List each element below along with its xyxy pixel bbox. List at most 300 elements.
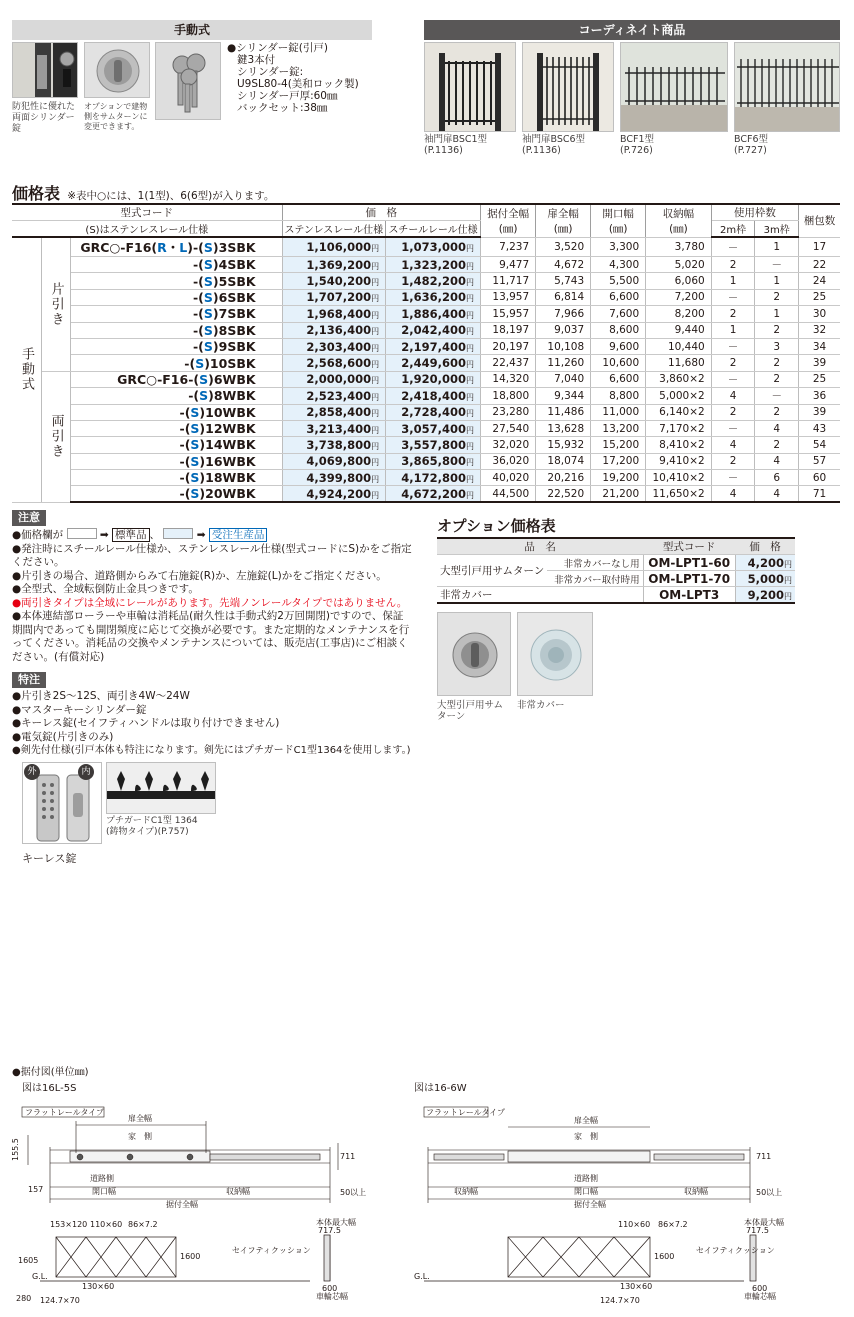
- legend-line: ●価格欄が ➡ 標準品 、 ➡ 受注生産品: [12, 528, 412, 543]
- price-value: 2,136,400: [306, 323, 372, 338]
- open-width: 11,000: [591, 404, 646, 420]
- arrow-icon: ➡: [99, 529, 109, 541]
- door-width: 15,932: [536, 437, 591, 453]
- door-width: 11,486: [536, 404, 591, 420]
- yen-unit: 円: [371, 310, 380, 320]
- table-row: [12, 470, 840, 486]
- frame-2m: 2: [711, 355, 755, 371]
- coord-photo-bcf6[interactable]: [734, 42, 840, 132]
- yen-unit: 円: [371, 261, 380, 271]
- door-width: 22,520: [536, 486, 591, 503]
- header-model-sub: (S)はステンレスレール仕様: [12, 221, 282, 238]
- price-value: 1,540,200: [306, 274, 372, 289]
- guard-photo: [106, 762, 216, 814]
- price-table-title: 価格表: [12, 184, 61, 203]
- header-unit: (㎜): [498, 222, 518, 235]
- yen-unit: 円: [466, 327, 475, 337]
- frame-3m: 1: [755, 306, 799, 322]
- model-code: -(S)9SBK: [71, 338, 282, 354]
- steel-price: [386, 486, 481, 503]
- frame-3m: 2: [755, 371, 799, 387]
- price-value: 2,042,400: [401, 323, 467, 338]
- group-manual: 手動式: [12, 237, 41, 502]
- steel-price: [386, 338, 481, 354]
- yen-unit: 円: [371, 244, 380, 253]
- stainless-price: [282, 371, 386, 387]
- install-width: 11,717: [481, 273, 536, 289]
- store-width: 5,020: [646, 257, 712, 273]
- open-width: 21,200: [591, 486, 646, 503]
- header-unit: (㎜): [608, 222, 628, 235]
- price-value: 3,557,800: [401, 437, 467, 452]
- emergency-cover-image: [518, 613, 593, 696]
- frame-2m: －: [711, 420, 755, 436]
- install-width: 15,957: [481, 306, 536, 322]
- frame-3m: －: [755, 388, 799, 404]
- header-stainless: ステンレスレール仕様: [282, 221, 386, 238]
- table-row: [12, 388, 840, 404]
- table-row: [12, 371, 840, 387]
- open-width: 10,600: [591, 355, 646, 371]
- dim-110: 110×60: [618, 1220, 651, 1229]
- store-width: 3,860×2: [646, 371, 712, 387]
- stainless-price: [282, 404, 386, 420]
- store-width: 11,680: [646, 355, 712, 371]
- price-value: 1,920,000: [401, 372, 467, 387]
- table-row: [12, 306, 840, 322]
- store-width: 3,780: [646, 237, 712, 257]
- dim-600: 600: [322, 1284, 338, 1293]
- price-value: 3,738,800: [306, 437, 372, 452]
- yen-unit: 円: [466, 458, 475, 468]
- install-width: 23,280: [481, 404, 536, 420]
- dim-1605: 1605: [18, 1256, 39, 1265]
- open-width: 3,300: [591, 237, 646, 257]
- door-width: 13,628: [536, 420, 591, 436]
- guard-caption: [106, 816, 198, 838]
- coord-photo-bcf1[interactable]: [620, 42, 728, 132]
- install-diagram-right: [414, 1095, 844, 1310]
- dim-door-width: 扉全幅: [128, 1114, 152, 1123]
- lock-photo: [12, 42, 78, 98]
- door-width: 9,037: [536, 322, 591, 338]
- dim-install-width: 据付全幅: [574, 1200, 606, 1209]
- special-line: ●電気錠(片引きのみ): [12, 730, 114, 743]
- opt-cover-photo: [517, 612, 593, 696]
- stainless-price: [282, 237, 386, 257]
- dim-153: 153×120: [50, 1220, 88, 1229]
- note-line: ●発注時にスチールレール仕様か、ステンレスレール仕様(型式コードにS)かをご指定ください。: [12, 542, 412, 568]
- frame-2m: 2: [711, 306, 755, 322]
- guard-caption-line: プチガードC1型 1364: [106, 816, 198, 826]
- dim-155: 155.5: [11, 1138, 20, 1161]
- model-code: -(S)16WBK: [71, 453, 282, 469]
- price-table-note: ※表中○には、1(1型)、6(6型)が入ります。: [67, 190, 275, 202]
- options-title: オプション価格表: [437, 517, 556, 535]
- package-count: 34: [799, 338, 840, 354]
- table-row: [12, 273, 840, 289]
- price-value: 1,369,200: [306, 257, 372, 272]
- stainless-price: [282, 420, 386, 436]
- special-line: ●マスターキーシリンダー錠: [12, 703, 147, 716]
- model-code: -(S)14WBK: [71, 437, 282, 453]
- thumbturn-photo: [84, 42, 150, 98]
- legend-prefix: ●価格欄が: [12, 529, 64, 541]
- open-width: 15,200: [591, 437, 646, 453]
- dim-road-side: 道路側: [90, 1174, 114, 1183]
- yen-unit: 円: [371, 474, 380, 484]
- package-count: 24: [799, 273, 840, 289]
- coord-name: 袖門扉BSC1型: [424, 134, 488, 145]
- opt-header-code: 型式コード: [643, 538, 735, 555]
- install-title: ●据付図(単位㎜): [12, 1067, 89, 1078]
- coord-page[interactable]: (P.1136): [424, 145, 463, 156]
- frame-3m: 2: [755, 289, 799, 305]
- table-row: [12, 338, 840, 354]
- steel-price: [386, 355, 481, 371]
- coord-caption-bcf1: [620, 134, 714, 156]
- stainless-price: [282, 306, 386, 322]
- dim-86: 86×7.2: [658, 1220, 688, 1229]
- model-code: -(S)10WBK: [71, 404, 282, 420]
- coord-page[interactable]: (P.727): [734, 145, 767, 156]
- frame-3m: 2: [755, 437, 799, 453]
- yen-unit: 円: [371, 392, 380, 402]
- arrow-icon: ➡: [196, 529, 206, 541]
- dim-50: 50以上: [340, 1188, 367, 1197]
- frame-2m: 1: [711, 273, 755, 289]
- stainless-price: [282, 322, 386, 338]
- keyless-caption: キーレス錠: [22, 852, 77, 865]
- coord-photo-bsc1[interactable]: [424, 42, 516, 132]
- package-count: 25: [799, 289, 840, 305]
- package-count: 22: [799, 257, 840, 273]
- opt-price: [735, 571, 795, 587]
- max-width-label: 本体最大幅: [744, 1218, 784, 1227]
- dim-house-side: 家 側: [128, 1132, 152, 1141]
- legend-standard: 標準品: [112, 528, 150, 542]
- frame-2m: －: [711, 371, 755, 387]
- spec-line: U9SL80-4(美和ロック製): [237, 78, 359, 90]
- note-line: ●本体連結部ローラーや車輪は消耗品(耐久性は手動式約2万回開閉)ですので、保証期間内であっても開閉頻度に応じて交換が必要です。また定期的なメンテナンスを行ってください。消耗品の交換やメンテナンスについては、販売店(工事店)にご相談ください。(有償対応): [12, 610, 410, 663]
- thumbturn-caption: オプションで建物側をサムターンに変更できます。: [84, 102, 148, 131]
- price-value: 2,303,400: [306, 339, 372, 354]
- special-line: ●片引き2S～12S、両引き4W～24W: [12, 690, 190, 702]
- dim-157: 157: [28, 1185, 44, 1194]
- notes-label-wrap: [12, 510, 46, 526]
- coord-name: 袖門扉BSC6型: [522, 134, 586, 145]
- model-code: -(S)8SBK: [71, 322, 282, 338]
- package-count: 71: [799, 486, 840, 503]
- model-code: GRC○-F16(R・L)-(S)3SBK: [71, 237, 282, 257]
- yen-unit: 円: [371, 490, 380, 500]
- header-steel: スチールレール仕様: [386, 221, 481, 238]
- table-row: [12, 237, 840, 257]
- large-thumbturn-image: [438, 613, 511, 696]
- manual-banner: 手動式: [12, 20, 372, 40]
- stainless-price: [282, 338, 386, 354]
- header-frame-2m: 2m枠: [711, 221, 755, 238]
- spec-line: シリンダー戸厚:60㎜: [237, 90, 338, 102]
- frame-3m: 3: [755, 338, 799, 354]
- door-width: 10,108: [536, 338, 591, 354]
- fence-bcf6-image: [735, 43, 840, 132]
- install-width: 7,237: [481, 237, 536, 257]
- install-right-caption: 図は16-6W: [414, 1083, 467, 1094]
- door-width: 7,040: [536, 371, 591, 387]
- lock-photo-caption: 防犯性に優れた両面シリンダー錠: [12, 102, 76, 134]
- frame-3m: 4: [755, 486, 799, 503]
- store-width: 11,650×2: [646, 486, 712, 503]
- frame-2m: 4: [711, 388, 755, 404]
- yen-unit: 円: [466, 490, 475, 500]
- store-width: 6,060: [646, 273, 712, 289]
- notes-block: [12, 528, 412, 664]
- price-value: 4,924,200: [306, 486, 372, 501]
- frame-3m: 6: [755, 470, 799, 486]
- store-width: 9,440: [646, 322, 712, 338]
- opt-price-value: 5,000: [747, 571, 784, 586]
- yen-unit: 円: [466, 392, 475, 402]
- open-width: 6,600: [591, 289, 646, 305]
- price-value: 1,886,400: [401, 306, 467, 321]
- model-code: -(S)5SBK: [71, 273, 282, 289]
- dim-1600: 1600: [180, 1252, 201, 1261]
- install-width: 27,540: [481, 420, 536, 436]
- coord-photo-bsc6[interactable]: [522, 42, 614, 132]
- spec-line: シリンダー錠:: [237, 66, 304, 78]
- yen-unit: 円: [371, 278, 380, 288]
- install-width: 44,500: [481, 486, 536, 503]
- door-width: 7,966: [536, 306, 591, 322]
- coord-page[interactable]: (P.1136): [522, 145, 561, 156]
- wheel-width-label: 車輪芯幅: [744, 1292, 776, 1301]
- opt-price-value: 4,200: [747, 555, 784, 570]
- yen-unit: 円: [784, 591, 792, 601]
- header-label: 扉全幅: [547, 207, 579, 220]
- stainless-price: [282, 486, 386, 503]
- stainless-price: [282, 289, 386, 305]
- steel-price: [386, 404, 481, 420]
- steel-price: [386, 453, 481, 469]
- price-table: [12, 203, 840, 503]
- keys-photo: [155, 42, 221, 120]
- yen-unit: 円: [466, 376, 475, 386]
- price-value: 1,636,200: [401, 290, 467, 305]
- open-width: 9,600: [591, 338, 646, 354]
- frame-2m: 2: [711, 453, 755, 469]
- dim-280: 280: [16, 1294, 32, 1303]
- open-width: 6,600: [591, 371, 646, 387]
- package-count: 54: [799, 437, 840, 453]
- package-count: 57: [799, 453, 840, 469]
- price-value: 3,213,400: [306, 421, 372, 436]
- yen-unit: 円: [466, 294, 475, 304]
- package-count: 39: [799, 355, 840, 371]
- stainless-price: [282, 453, 386, 469]
- price-value: 4,672,200: [401, 486, 467, 501]
- yen-unit: 円: [466, 474, 475, 484]
- stainless-price: [282, 273, 386, 289]
- keys-image: [156, 43, 221, 120]
- stainless-price: [282, 437, 386, 453]
- spec-line: 鍵3本付: [237, 54, 276, 66]
- model-code: -(S)18WBK: [71, 470, 282, 486]
- opt-code: OM-LPT1-70: [643, 571, 735, 587]
- table-row: [12, 420, 840, 436]
- guard-caption-line[interactable]: (鋳物タイプ)(P.757): [106, 827, 189, 837]
- yen-unit: 円: [466, 244, 475, 253]
- open-width: 4,300: [591, 257, 646, 273]
- thumbturn-image: [85, 43, 150, 98]
- install-width: 18,197: [481, 322, 536, 338]
- open-width: 5,500: [591, 273, 646, 289]
- table-row: [12, 453, 840, 469]
- package-count: 60: [799, 470, 840, 486]
- frame-2m: －: [711, 338, 755, 354]
- price-value: 1,323,200: [401, 257, 467, 272]
- package-count: 36: [799, 388, 840, 404]
- yen-unit: 円: [466, 278, 475, 288]
- dim-road-side: 道路側: [574, 1174, 598, 1183]
- inside-badge: 内: [78, 764, 94, 780]
- gl-label: G.L.: [32, 1272, 48, 1281]
- table-row: [12, 437, 840, 453]
- opt-price-value: 9,200: [747, 587, 784, 602]
- header-unit: (㎜): [553, 222, 573, 235]
- install-width: 20,197: [481, 338, 536, 354]
- opt-code: OM-LPT3: [643, 587, 735, 604]
- model-code: -(S)7SBK: [71, 306, 282, 322]
- table-row: [12, 355, 840, 371]
- opt-price: [735, 587, 795, 604]
- model-code: -(S)10SBK: [71, 355, 282, 371]
- door-width: 6,814: [536, 289, 591, 305]
- frame-2m: 4: [711, 437, 755, 453]
- price-value: 1,707,200: [306, 290, 372, 305]
- store-width: 5,000×2: [646, 388, 712, 404]
- header-packages: 梱包数: [799, 204, 840, 237]
- steel-price: [386, 437, 481, 453]
- header-open-width: [591, 204, 646, 237]
- package-count: 30: [799, 306, 840, 322]
- yen-unit: 円: [784, 575, 792, 585]
- coord-page[interactable]: (P.726): [620, 145, 653, 156]
- yen-unit: 円: [466, 441, 475, 451]
- store-width: 10,410×2: [646, 470, 712, 486]
- dim-open-width: 開口幅: [92, 1187, 116, 1196]
- opt-thumbturn-photo: [437, 612, 511, 696]
- opt-price: [735, 555, 795, 571]
- dim-711: 711: [340, 1152, 356, 1161]
- max-width-label: 本体最大幅: [316, 1218, 356, 1227]
- header-label: 収納幅: [662, 207, 695, 220]
- header-price: 価 格: [282, 204, 480, 221]
- dim-house-side: 家 側: [574, 1132, 598, 1141]
- safety-cushion: セイフティクッション: [232, 1246, 311, 1255]
- open-width: 13,200: [591, 420, 646, 436]
- spear-guard-image: [107, 763, 216, 814]
- door-width: 4,672: [536, 257, 591, 273]
- special-block: [12, 690, 432, 758]
- special-line: ●キーレス錠(セイフティハンドルは取り付けできません): [12, 717, 280, 729]
- yen-unit: 円: [466, 310, 475, 320]
- steel-price: [386, 420, 481, 436]
- price-value: 2,568,600: [306, 356, 372, 371]
- header-model: [12, 204, 282, 221]
- steel-price: [386, 273, 481, 289]
- model-code: -(S)12WBK: [71, 420, 282, 436]
- yen-unit: 円: [371, 360, 380, 370]
- price-value: 2,728,400: [401, 405, 467, 420]
- install-width: 36,020: [481, 453, 536, 469]
- gate-bsc6-image: [523, 43, 614, 132]
- model-code: -(S)6SBK: [71, 289, 282, 305]
- wheel-width-label: 車輪芯幅: [316, 1292, 348, 1301]
- header-install-width: [481, 204, 536, 237]
- yen-unit: 円: [466, 409, 475, 419]
- frame-3m: 1: [755, 273, 799, 289]
- frame-3m: 2: [755, 355, 799, 371]
- frame-2m: 2: [711, 404, 755, 420]
- door-width: 20,216: [536, 470, 591, 486]
- table-row: [12, 486, 840, 503]
- install-width: 40,020: [481, 470, 536, 486]
- steel-price: [386, 257, 481, 273]
- frame-2m: 1: [711, 322, 755, 338]
- dim-store-width: 収納幅: [226, 1187, 250, 1196]
- package-count: 39: [799, 404, 840, 420]
- opt-header-name: 品 名: [437, 538, 643, 555]
- coord-name: BCF6型: [734, 134, 768, 145]
- dim-711: 711: [756, 1152, 772, 1161]
- price-value: 1,073,000: [401, 240, 467, 254]
- header-unit: (㎜): [669, 222, 688, 235]
- dim-install-width: 据付全幅: [166, 1200, 198, 1209]
- package-count: 43: [799, 420, 840, 436]
- opt-header-price: 価 格: [735, 538, 795, 555]
- special-label: 特注: [12, 672, 46, 688]
- opt-group-thumbturn: 大型引戸用サムターン: [437, 555, 547, 587]
- model-code: -(S)4SBK: [71, 257, 282, 273]
- price-value: 4,172,800: [401, 470, 467, 485]
- notes-label: 注意: [12, 510, 46, 526]
- options-table: [437, 537, 795, 604]
- table-row: [12, 322, 840, 338]
- store-width: 8,410×2: [646, 437, 712, 453]
- opt-thumbturn-caption: 大型引戸用サムターン: [437, 700, 504, 722]
- dim-store-width: 収納幅: [454, 1187, 478, 1196]
- price-value: 3,865,800: [401, 454, 467, 469]
- header-label: 開口幅: [602, 207, 634, 220]
- price-value: 2,197,400: [401, 339, 467, 354]
- store-width: 10,440: [646, 338, 712, 354]
- model-code: GRC○-F16-(S)6WBK: [71, 371, 282, 387]
- dim-130: 130×60: [82, 1282, 115, 1291]
- door-width: 5,743: [536, 273, 591, 289]
- note-line-warning: ●両引きタイプは全域にレールがあります。先端ノンレールタイプではありません。: [12, 596, 408, 609]
- table-row: [12, 289, 840, 305]
- steel-price: [386, 289, 481, 305]
- store-width: 8,200: [646, 306, 712, 322]
- install-diagram-left: [10, 1095, 415, 1310]
- dim-open-width: 開口幅: [574, 1187, 598, 1196]
- install-width: 32,020: [481, 437, 536, 453]
- yen-unit: 円: [371, 458, 380, 468]
- price-value: 2,523,400: [306, 388, 372, 403]
- price-value: 1,482,200: [401, 274, 467, 289]
- coord-caption-bsc6: [522, 134, 616, 156]
